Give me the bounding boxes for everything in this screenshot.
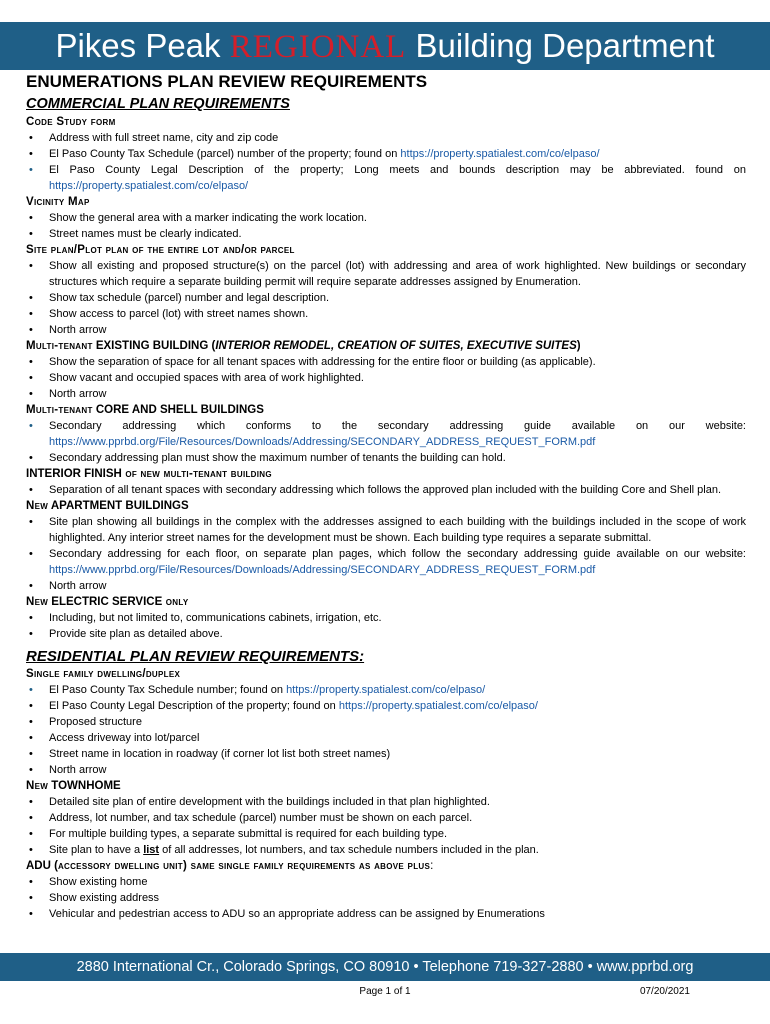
title-part: INTERIOR REMODEL, CREATION OF SUITES, EXECUTIVE SUITES (215, 340, 577, 352)
list-item-text: Site plan to have a (49, 844, 144, 856)
list-item: • North arrow (26, 386, 746, 402)
list-item: • Show the separation of space for all tenant spaces with addressing for the entire floor or building (as applicable). (26, 354, 746, 370)
title-part: of new multi-tenant building (121, 468, 272, 480)
list-item: • Show tax schedule (parcel) number and legal description. (26, 290, 746, 306)
title-part: TOWNHOME (48, 780, 121, 792)
code-study-title: Code Study form (26, 116, 116, 128)
new-electric-title (26, 594, 746, 610)
title-part: Multi-tenant (26, 404, 93, 416)
title-part: ELECTRIC SERVICE (48, 596, 163, 608)
title-part: accessory dwelling unit (57, 860, 183, 872)
org-name-regional: REGIONAL (229, 29, 407, 65)
list-item (26, 682, 746, 698)
list-item (26, 146, 746, 162)
secondary-form-link[interactable]: https://www.pprbd.org/File/Resources/Downloads/Addressing/SECONDARY_ADDRESS_REQUEST_FORM.pdf (49, 436, 596, 448)
list-item: • Detailed site plan of entire development with the buildings included in that plan highlighted. (26, 794, 746, 810)
document-body (26, 72, 746, 922)
list-item-text: of all addresses, lot numbers, and tax schedule numbers included in the plan. (159, 844, 539, 856)
list-item: • North arrow (26, 578, 746, 594)
adu-title (26, 858, 746, 874)
list-item: • North arrow (26, 322, 746, 338)
title-part: CORE AND SHELL BUILDINGS (92, 404, 264, 416)
site-plan-list (26, 258, 746, 338)
revision-date: 07/20/2021 (639, 986, 690, 997)
single-family-list (26, 682, 746, 778)
org-name-part2: Building Department (406, 27, 715, 64)
interior-finish-list (26, 482, 746, 498)
list-item: • Show access to parcel (lot) with street names shown. (26, 306, 746, 322)
title-part: New (26, 780, 49, 792)
spatialest-link[interactable]: https://property.spatialest.com/co/elpaso/ (49, 180, 249, 192)
title-part: New (26, 500, 49, 512)
list-item: • Provide site plan as detailed above. (26, 626, 746, 642)
list-item: • North arrow (26, 762, 746, 778)
commercial-heading: COMMERCIAL PLAN REQUIREMENTS (26, 96, 290, 112)
list-item (26, 842, 746, 858)
list-item-text: El Paso County Tax Schedule number; found on (49, 684, 287, 696)
site-plan-title: Site plan/Plot plan of the entire lot and/or parcel (26, 244, 295, 256)
list-emphasis: list (143, 844, 160, 856)
list-item: • Proposed structure (26, 714, 746, 730)
list-item: • Show all existing and proposed structure(s) on the parcel (lot) with addressing and area of work highlighted. New buildings or secondary structures which require a separate building permit will require separate addresses assigned by Enumeration. (26, 258, 746, 290)
list-item (26, 418, 746, 450)
title-part: ADU ( (26, 860, 58, 872)
list-item: • Separation of all tenant spaces with secondary addressing which follows the approved plan included with the building Core and Shell plan. (26, 482, 746, 498)
list-item-text: Secondary addressing which conforms to the secondary addressing guide available on our website: (49, 420, 746, 432)
list-item: • Show existing home (26, 874, 746, 890)
title-part: Multi-tenant (26, 340, 93, 352)
list-item: • Address with full street name, city and zip code (26, 130, 746, 146)
list-item: • Access driveway into lot/parcel (26, 730, 746, 746)
multi-tenant-core-title (26, 402, 746, 418)
list-item-text: El Paso County Tax Schedule (parcel) number of the property; found on (49, 148, 401, 160)
title-part: ) (576, 340, 581, 352)
code-study-list (26, 130, 746, 194)
title-part: only (162, 596, 189, 608)
spatialest-link[interactable]: https://property.spatialest.com/co/elpaso/ (400, 148, 600, 160)
list-item: • Secondary addressing plan must show the maximum number of tenants the building can hold. (26, 450, 746, 466)
title-part: New (26, 596, 49, 608)
list-item-text: El Paso County Legal Description of the property; Long meets and bounds description may be abbreviated. found on (49, 164, 746, 176)
title-part: ) same single family requirements as above plus (182, 860, 431, 872)
header-banner (0, 22, 770, 70)
multi-tenant-existing-list (26, 354, 746, 402)
list-item-text: El Paso County Legal Description of the property; found on (49, 700, 339, 712)
list-item: • Street names must be clearly indicated. (26, 226, 746, 242)
title-part: EXISTING BUILDING ( (92, 340, 216, 352)
document-title: ENUMERATIONS PLAN REVIEW REQUIREMENTS (26, 72, 428, 91)
vicinity-map-title: Vicinity Map (26, 196, 90, 208)
single-family-title: Single family dwelling/duplex (26, 668, 181, 680)
secondary-form-link[interactable]: https://www.pprbd.org/File/Resources/Downloads/Addressing/SECONDARY_ADDRESS_REQUEST_FORM.pdf (49, 564, 596, 576)
list-item: • Street name in location in roadway (if corner lot list both street names) (26, 746, 746, 762)
list-item (26, 546, 746, 578)
list-item: • Address, lot number, and tax schedule (parcel) number must be shown on each parcel. (26, 810, 746, 826)
title-part: APARTMENT BUILDINGS (48, 500, 189, 512)
list-item: • Vehicular and pedestrian access to ADU so an appropriate address can be assigned by Enumerations (26, 906, 746, 922)
page-number: Page 1 of 1 (359, 986, 411, 997)
interior-finish-title (26, 466, 746, 482)
new-townhome-title (26, 778, 746, 794)
title-part: : (430, 860, 434, 872)
spatialest-link[interactable]: https://property.spatialest.com/co/elpaso/ (338, 700, 538, 712)
list-item: • Site plan showing all buildings in the complex with the addresses assigned to each building with the buildings included in the scope of work highlighted. Any interior street names for the development must be shown. Each building type requires a separate submittal. (26, 514, 746, 546)
list-item: • Including, but not limited to, communications cabinets, irrigation, etc. (26, 610, 746, 626)
list-item (26, 162, 746, 194)
list-item: • For multiple building types, a separate submittal is required for each building type. (26, 826, 746, 842)
new-apartment-list (26, 514, 746, 594)
vicinity-list (26, 210, 746, 242)
multi-tenant-core-list (26, 418, 746, 466)
adu-list (26, 874, 746, 922)
org-name-part1: Pikes Peak (55, 27, 230, 64)
new-electric-list (26, 610, 746, 642)
list-item: • Show the general area with a marker indicating the work location. (26, 210, 746, 226)
multi-tenant-existing-title (26, 338, 746, 354)
title-part: INTERIOR FINISH (26, 468, 122, 480)
residential-heading: RESIDENTIAL PLAN REVIEW REQUIREMENTS: (26, 648, 365, 665)
new-townhome-list (26, 794, 746, 858)
spatialest-link[interactable]: https://property.spatialest.com/co/elpaso/ (286, 684, 486, 696)
list-item-text: Secondary addressing for each floor, on separate plan pages, which follow the secondary addressing guide available on our website: (49, 548, 746, 560)
new-apartment-title (26, 498, 746, 514)
list-item: • Show vacant and occupied spaces with area of work highlighted. (26, 370, 746, 386)
footer-contact-bar: 2880 International Cr., Colorado Springs, CO 80910 • Telephone 719-327-2880 • www.pprbd.org (0, 953, 770, 981)
list-item: • Show existing address (26, 890, 746, 906)
list-item (26, 698, 746, 714)
